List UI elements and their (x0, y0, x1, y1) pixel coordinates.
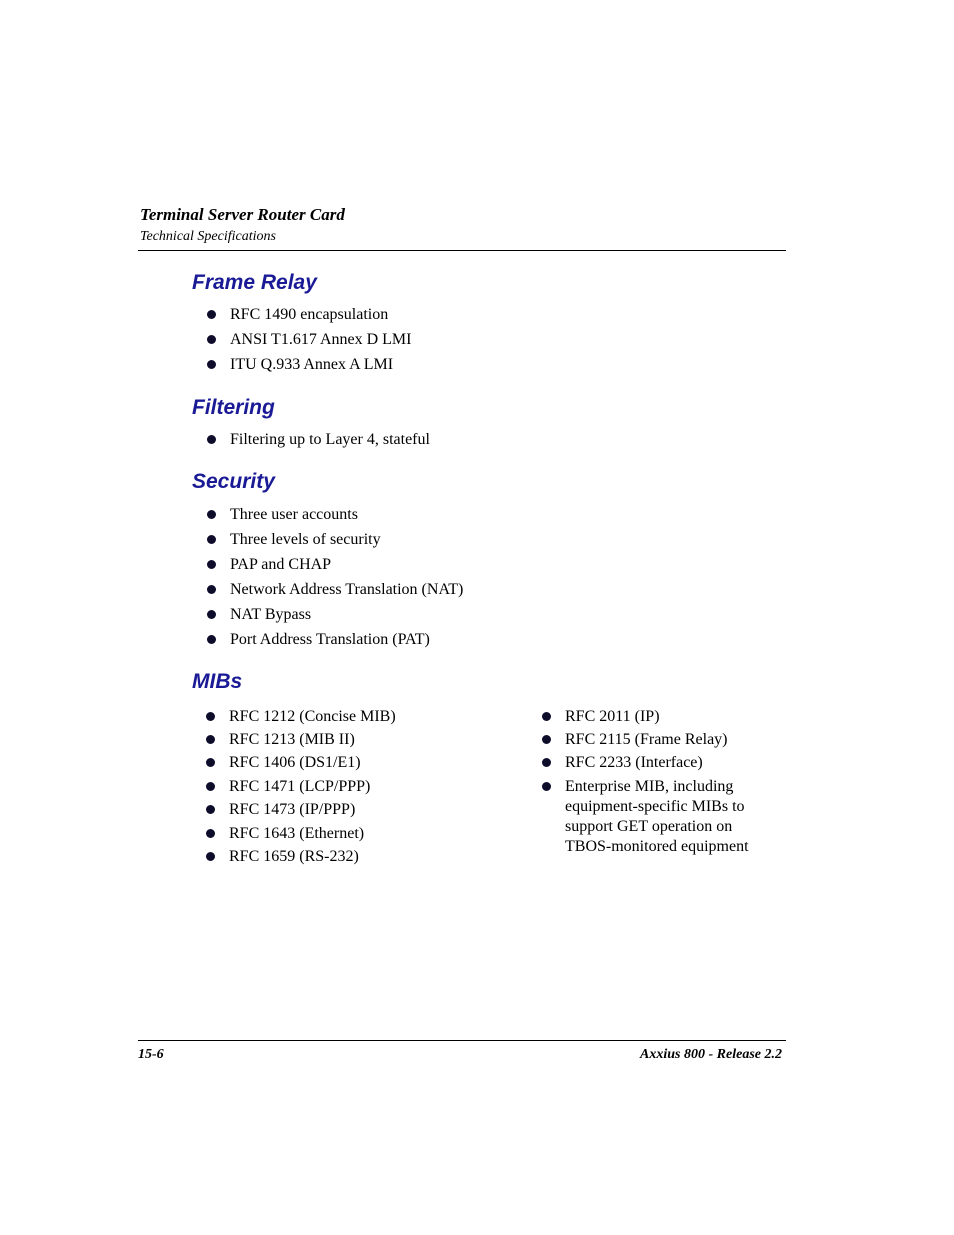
running-header-subtitle: Technical Specifications (140, 229, 276, 244)
running-header-title: Terminal Server Router Card (140, 205, 345, 224)
bullet-icon (207, 535, 216, 544)
list-item: RFC 1643 (Ethernet) (229, 824, 364, 844)
page-number: 15-6 (138, 1047, 164, 1062)
bullet-icon (207, 360, 216, 369)
bullet-icon (542, 735, 551, 744)
list-item: NAT Bypass (230, 605, 311, 625)
bullet-icon (207, 560, 216, 569)
list-item: RFC 1212 (Concise MIB) (229, 707, 396, 727)
bullet-icon (206, 852, 215, 861)
list-item: RFC 1659 (RS-232) (229, 847, 359, 867)
section-heading-filtering: Filtering (192, 396, 275, 419)
list-item: RFC 1473 (IP/PPP) (229, 800, 355, 820)
bullet-icon (207, 335, 216, 344)
bullet-icon (542, 758, 551, 767)
section-heading-mibs: MIBs (192, 670, 243, 693)
list-item: PAP and CHAP (230, 555, 331, 575)
list-item: RFC 2115 (Frame Relay) (565, 730, 728, 750)
list-item: RFC 1490 encapsulation (230, 305, 388, 325)
section-heading-frame-relay: Frame Relay (192, 271, 317, 294)
list-item: ANSI T1.617 Annex D LMI (230, 330, 411, 350)
list-item: Filtering up to Layer 4, stateful (230, 430, 430, 450)
list-item: Port Address Translation (PAT) (230, 630, 430, 650)
header-rule (138, 250, 786, 251)
list-item: Three user accounts (230, 505, 358, 525)
list-item: RFC 1406 (DS1/E1) (229, 753, 361, 773)
list-item: Enterprise MIB, including equipment-specific MIBs to support GET operation on TBOS-monitored equipment (565, 777, 749, 857)
bullet-icon (206, 829, 215, 838)
bullet-icon (207, 585, 216, 594)
bullet-icon (207, 610, 216, 619)
section-heading-security: Security (192, 470, 275, 493)
list-item: RFC 2011 (IP) (565, 707, 660, 727)
list-item: Network Address Translation (NAT) (230, 580, 463, 600)
footer-rule (138, 1040, 786, 1041)
bullet-icon (207, 635, 216, 644)
bullet-icon (206, 782, 215, 791)
bullet-icon (206, 805, 215, 814)
list-item: Three levels of security (230, 530, 381, 550)
bullet-icon (206, 712, 215, 721)
bullet-icon (207, 310, 216, 319)
bullet-icon (207, 435, 216, 444)
list-item: RFC 1213 (MIB II) (229, 730, 355, 750)
list-item: RFC 2233 (Interface) (565, 753, 703, 773)
bullet-icon (542, 712, 551, 721)
footer-product: Axxius 800 - Release 2.2 (640, 1047, 782, 1062)
bullet-icon (207, 510, 216, 519)
bullet-icon (542, 782, 551, 791)
bullet-icon (206, 758, 215, 767)
list-item: ITU Q.933 Annex A LMI (230, 355, 393, 375)
list-item: RFC 1471 (LCP/PPP) (229, 777, 370, 797)
bullet-icon (206, 735, 215, 744)
